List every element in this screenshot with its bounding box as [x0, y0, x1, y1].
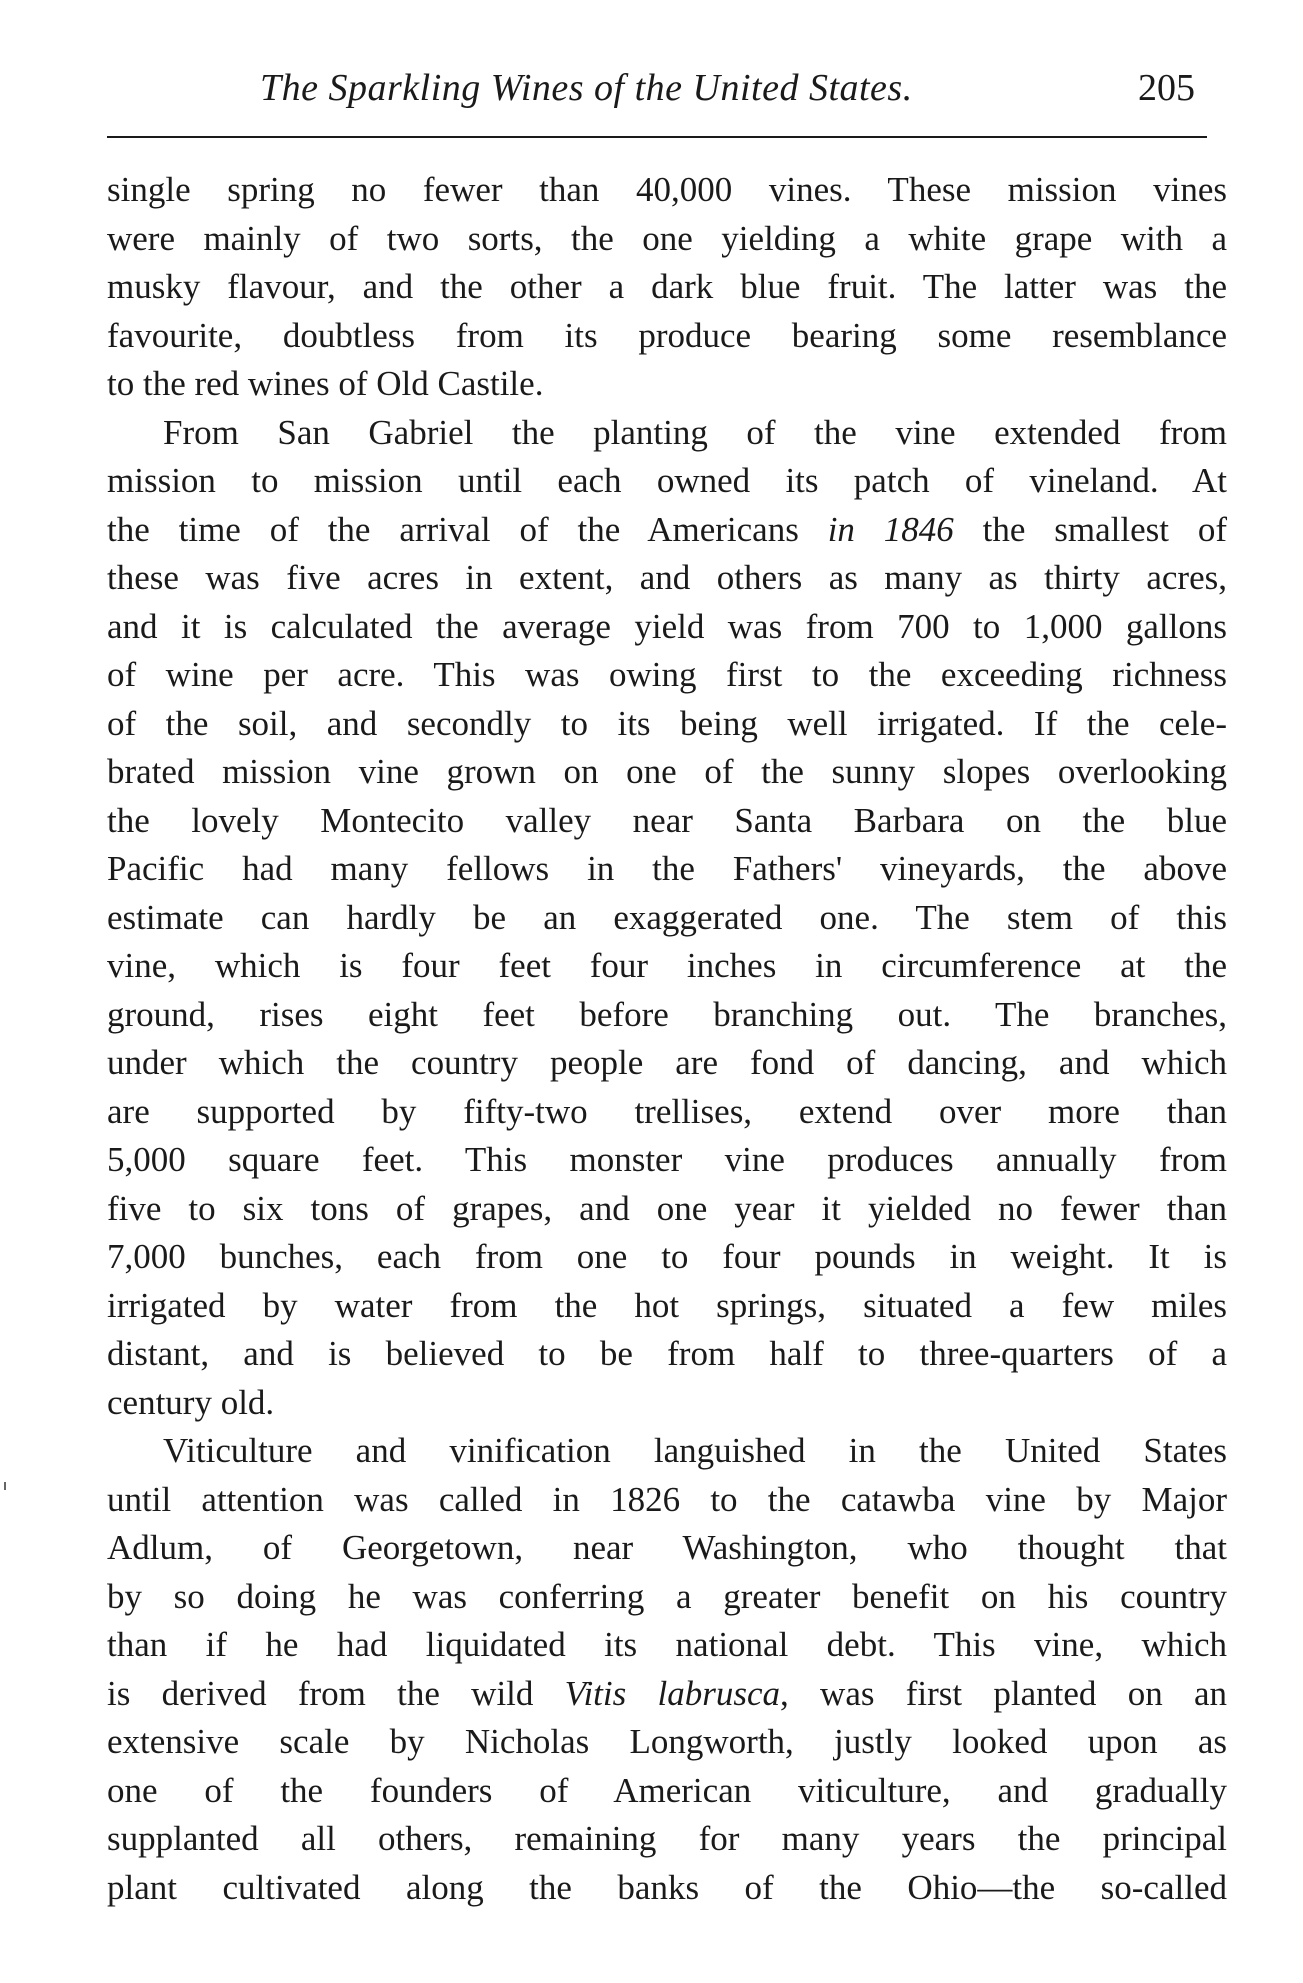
text-line: and it is calculated the average yield was from 700 to 1,000 gallons	[107, 606, 1227, 646]
text-line: favourite, doubtless from its produce bearing some resemblance	[107, 315, 1227, 355]
paragraph-3	[107, 1427, 1227, 1912]
text-line: by so doing he was conferring a greater benefit on his country	[107, 1576, 1227, 1616]
scan-speck	[4, 1482, 6, 1490]
text-line: ground, rises eight feet before branching out. The branches,	[107, 994, 1227, 1034]
text-line: is derived from the wild Vitis labrusca, was first planted on an	[107, 1673, 1228, 1713]
text-line: than if he had liquidated its national debt. This vine, which	[107, 1625, 1227, 1664]
text-line: musky flavour, and the other a dark blue fruit. The latter was the	[107, 267, 1227, 306]
text-line: the time of the arrival of the Americans in 1846 the smallest of	[107, 509, 1228, 549]
running-title: The Sparkling Wines of the United States.	[260, 67, 913, 109]
header-rule	[107, 136, 1207, 138]
text-line: distant, and is believed to be from half to three-quarters of a	[107, 1334, 1227, 1373]
paragraph-2	[107, 409, 1227, 1428]
text-line: From San Gabriel the planting of the vine extended from	[163, 412, 1227, 452]
text-line: estimate can hardly be an exaggerated one. The stem of this	[107, 897, 1227, 937]
text-line: were mainly of two sorts, the one yielding a white grape with a	[107, 218, 1227, 258]
text-line: the lovely Montecito valley near Santa Barbara on the blue	[107, 800, 1227, 840]
text-line: supplanted all others, remaining for many years the principal	[107, 1819, 1227, 1858]
text-line: vine, which is four feet four inches in circumference at the	[107, 946, 1227, 985]
text-line: Adlum, of Georgetown, near Washington, who thought that	[107, 1528, 1227, 1567]
text-line: these was five acres in extent, and others as many as thirty acres,	[107, 558, 1227, 597]
text-line: of wine per acre. This was owing first to the exceeding richness	[107, 655, 1227, 694]
text-line: until attention was called in 1826 to the catawba vine by Major	[107, 1479, 1227, 1519]
text-line: mission to mission until each owned its patch of vineland. At	[107, 461, 1227, 500]
text-line: irrigated by water from the hot springs, situated a few miles	[107, 1285, 1227, 1325]
text-line: single spring no fewer than 40,000 vines. These mission vines	[107, 170, 1227, 209]
text-line: one of the founders of American viticulture, and gradually	[107, 1770, 1227, 1810]
text-line: to the red wines of Old Castile.	[107, 364, 544, 403]
text-line: are supported by fifty-two trellises, extend over more than	[107, 1091, 1227, 1131]
paragraph-1	[107, 166, 1227, 409]
text-line: five to six tons of grapes, and one year it yielded no fewer than	[107, 1188, 1227, 1228]
italic-year: in 1846	[827, 509, 954, 549]
italic-species-name: Vitis labrusca	[564, 1673, 781, 1713]
text-line: under which the country people are fond of dancing, and which	[107, 1043, 1227, 1082]
text-line: brated mission vine grown on one of the sunny slopes overlooking	[107, 752, 1227, 791]
text-line: Viticulture and vinification languished in the United States	[163, 1431, 1227, 1470]
text-line: 7,000 bunches, each from one to four pounds in weight. It is	[107, 1237, 1227, 1276]
text-line: Pacific had many fellows in the Fathers' vineyards, the above	[107, 849, 1227, 888]
text-line: century old.	[107, 1382, 275, 1422]
page-number: 205	[1138, 67, 1195, 109]
text-line: of the soil, and secondly to its being well irrigated. If the cele-	[107, 703, 1227, 743]
text-line: 5,000 square feet. This monster vine produces annually from	[107, 1140, 1227, 1179]
text-line: plant cultivated along the banks of the Ohio—the so-called	[107, 1867, 1227, 1907]
running-head	[100, 66, 1215, 126]
body-text	[107, 166, 1227, 1912]
text-line: extensive scale by Nicholas Longworth, justly looked upon as	[107, 1722, 1227, 1761]
